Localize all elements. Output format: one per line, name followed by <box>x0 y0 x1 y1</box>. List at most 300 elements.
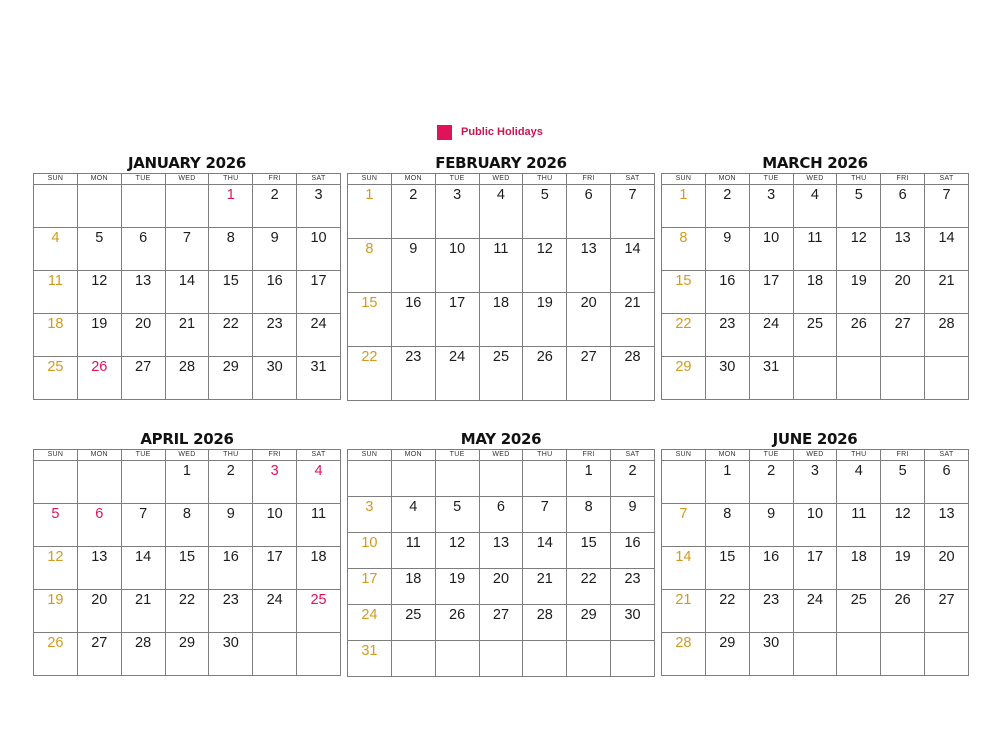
empty-cell <box>435 461 479 497</box>
day-cell <box>793 314 837 357</box>
day-cell <box>749 547 793 590</box>
day-number: 25 <box>492 349 510 365</box>
day-cell <box>705 633 749 676</box>
week-row <box>348 185 655 239</box>
day-number: 25 <box>806 316 824 332</box>
day-number: 27 <box>894 316 911 332</box>
day-cell <box>209 357 253 400</box>
day-number: 3 <box>270 463 279 479</box>
day-cell <box>435 347 479 401</box>
day-cell <box>793 590 837 633</box>
day-cell <box>837 547 881 590</box>
day-cell <box>391 347 435 401</box>
day-cell <box>662 547 706 590</box>
day-cell <box>165 547 209 590</box>
empty-cell <box>611 641 655 677</box>
day-number: 29 <box>580 607 597 623</box>
day-number: 22 <box>719 592 736 608</box>
day-cell <box>837 590 881 633</box>
day-cell <box>925 461 969 504</box>
day-cell <box>297 357 341 400</box>
weekday-header: SUN <box>662 174 706 185</box>
month-table <box>33 449 341 676</box>
day-number: 6 <box>496 499 505 515</box>
day-number: 4 <box>51 230 60 246</box>
day-cell <box>479 569 523 605</box>
day-number: 17 <box>806 549 824 565</box>
day-number: 30 <box>266 359 283 375</box>
day-cell <box>253 461 297 504</box>
day-cell <box>662 314 706 357</box>
month-table <box>347 173 655 401</box>
empty-cell <box>793 357 837 400</box>
day-number: 25 <box>405 607 422 623</box>
day-cell <box>567 293 611 347</box>
month-table <box>347 449 655 677</box>
day-cell <box>253 271 297 314</box>
day-number: 10 <box>806 506 824 522</box>
day-number: 4 <box>314 463 323 479</box>
day-cell <box>121 547 165 590</box>
day-cell <box>925 547 969 590</box>
day-cell <box>611 347 655 401</box>
weekday-header: MON <box>705 450 749 461</box>
weekday-header: SUN <box>34 450 78 461</box>
day-number: 24 <box>449 349 466 365</box>
month-table <box>661 449 969 676</box>
empty-cell <box>253 633 297 676</box>
empty-cell <box>523 461 567 497</box>
empty-cell <box>662 461 706 504</box>
weekday-header: SAT <box>297 450 341 461</box>
weekday-header: WED <box>793 450 837 461</box>
day-cell <box>253 547 297 590</box>
day-cell <box>837 314 881 357</box>
weekday-header: THU <box>837 450 881 461</box>
weekday-header: THU <box>209 174 253 185</box>
day-cell <box>209 314 253 357</box>
weekday-header: WED <box>165 450 209 461</box>
day-number: 18 <box>806 273 824 289</box>
week-row <box>348 239 655 293</box>
month-march <box>661 153 969 400</box>
day-number: 31 <box>310 359 327 375</box>
day-cell <box>523 293 567 347</box>
day-number: 18 <box>310 549 327 565</box>
day-cell <box>749 271 793 314</box>
day-number: 10 <box>266 506 283 522</box>
day-number: 4 <box>854 463 863 479</box>
day-cell <box>391 605 435 641</box>
day-number: 21 <box>624 295 641 311</box>
day-cell <box>662 590 706 633</box>
day-cell <box>165 504 209 547</box>
empty-cell <box>837 357 881 400</box>
weekday-header: WED <box>479 450 523 461</box>
day-cell <box>209 461 253 504</box>
day-cell <box>34 357 78 400</box>
day-number: 28 <box>135 635 152 651</box>
day-number: 23 <box>763 592 780 608</box>
day-number: 24 <box>763 316 780 332</box>
day-cell <box>793 461 837 504</box>
weekday-header: SUN <box>662 450 706 461</box>
day-cell <box>391 185 435 239</box>
day-cell <box>348 497 392 533</box>
week-row <box>662 633 969 676</box>
day-number: 1 <box>584 463 593 479</box>
day-number: 23 <box>719 316 736 332</box>
day-number: 2 <box>723 187 732 203</box>
weekday-header: TUE <box>435 174 479 185</box>
day-number: 13 <box>91 549 108 565</box>
day-cell <box>34 547 78 590</box>
day-cell <box>523 347 567 401</box>
day-cell <box>479 185 523 239</box>
day-number: 27 <box>135 359 152 375</box>
day-number: 22 <box>675 316 692 332</box>
day-number: 5 <box>854 187 863 203</box>
day-cell <box>611 461 655 497</box>
day-number: 17 <box>763 273 780 289</box>
day-cell <box>523 185 567 239</box>
day-number: 20 <box>938 549 955 565</box>
day-number: 14 <box>536 535 553 551</box>
week-row <box>34 357 341 400</box>
empty-cell <box>348 461 392 497</box>
day-number: 23 <box>624 571 641 587</box>
day-cell <box>253 590 297 633</box>
weekday-header: MON <box>705 174 749 185</box>
day-number: 24 <box>361 607 378 623</box>
day-number: 15 <box>580 535 597 551</box>
day-number: 9 <box>270 230 279 246</box>
empty-cell <box>881 633 925 676</box>
day-number: 16 <box>405 295 422 311</box>
empty-cell <box>34 185 78 228</box>
day-cell <box>348 185 392 239</box>
day-number: 16 <box>266 273 283 289</box>
day-number: 2 <box>628 463 637 479</box>
day-number: 6 <box>898 187 907 203</box>
day-number: 1 <box>182 463 191 479</box>
day-cell <box>793 271 837 314</box>
day-cell <box>253 185 297 228</box>
day-cell <box>77 357 121 400</box>
day-number: 3 <box>453 187 462 203</box>
weekday-header: TUE <box>121 174 165 185</box>
day-number: 25 <box>850 592 867 608</box>
day-cell <box>881 590 925 633</box>
day-number: 28 <box>178 359 196 375</box>
day-number: 25 <box>47 359 64 375</box>
day-cell <box>837 228 881 271</box>
day-number: 15 <box>675 273 692 289</box>
month-april <box>33 429 341 676</box>
day-cell <box>925 228 969 271</box>
day-number: 5 <box>51 506 60 522</box>
day-number: 28 <box>938 316 955 332</box>
day-number: 6 <box>942 463 951 479</box>
week-row <box>34 461 341 504</box>
week-row <box>34 271 341 314</box>
day-number: 2 <box>767 463 776 479</box>
day-cell <box>121 271 165 314</box>
day-cell <box>881 228 925 271</box>
day-number: 14 <box>938 230 955 246</box>
day-cell <box>34 633 78 676</box>
day-number: 4 <box>496 187 505 203</box>
day-number: 23 <box>266 316 283 332</box>
day-cell <box>297 590 341 633</box>
day-number: 22 <box>580 571 597 587</box>
day-number: 30 <box>222 635 239 651</box>
day-cell <box>77 228 121 271</box>
day-number: 15 <box>719 549 736 565</box>
week-row <box>348 293 655 347</box>
day-number: 14 <box>178 273 196 289</box>
day-cell <box>611 605 655 641</box>
day-number: 1 <box>679 187 688 203</box>
day-number: 1 <box>365 187 374 203</box>
day-cell <box>611 569 655 605</box>
day-number: 17 <box>361 571 378 587</box>
weekday-header: SAT <box>925 450 969 461</box>
weekday-header: THU <box>837 174 881 185</box>
week-row <box>34 547 341 590</box>
empty-cell <box>925 633 969 676</box>
day-number: 29 <box>719 635 736 651</box>
day-number: 29 <box>222 359 239 375</box>
week-row <box>348 641 655 677</box>
day-number: 26 <box>91 359 108 375</box>
weekday-header: SAT <box>611 174 655 185</box>
day-number: 3 <box>365 499 374 515</box>
day-cell <box>925 314 969 357</box>
day-number: 22 <box>178 592 196 608</box>
day-cell <box>121 633 165 676</box>
day-cell <box>209 547 253 590</box>
empty-cell <box>391 641 435 677</box>
day-number: 7 <box>942 187 951 203</box>
empty-cell <box>165 185 209 228</box>
week-row <box>662 271 969 314</box>
day-number: 10 <box>310 230 327 246</box>
day-number: 11 <box>405 535 421 551</box>
day-number: 6 <box>95 506 104 522</box>
weekday-header: TUE <box>749 174 793 185</box>
day-cell <box>925 185 969 228</box>
empty-cell <box>925 357 969 400</box>
day-number: 4 <box>409 499 418 515</box>
day-number: 30 <box>624 607 641 623</box>
weekday-header: FRI <box>567 450 611 461</box>
day-cell <box>837 185 881 228</box>
day-number: 8 <box>182 506 191 522</box>
empty-cell <box>77 461 121 504</box>
day-number: 20 <box>580 295 597 311</box>
day-number: 20 <box>492 571 510 587</box>
day-number: 25 <box>310 592 327 608</box>
day-number: 20 <box>135 316 152 332</box>
month-june <box>661 429 969 676</box>
day-number: 18 <box>850 549 867 565</box>
month-table <box>661 173 969 400</box>
day-cell <box>34 504 78 547</box>
day-number: 11 <box>807 230 823 246</box>
day-number: 1 <box>226 187 235 203</box>
empty-cell <box>837 633 881 676</box>
day-cell <box>662 271 706 314</box>
day-cell <box>837 271 881 314</box>
day-cell <box>34 314 78 357</box>
day-cell <box>662 357 706 400</box>
day-cell <box>662 228 706 271</box>
day-cell <box>479 239 523 293</box>
day-cell <box>77 590 121 633</box>
weekday-header: MON <box>391 174 435 185</box>
day-number: 13 <box>894 230 911 246</box>
day-cell <box>348 293 392 347</box>
day-cell <box>348 569 392 605</box>
day-cell <box>662 633 706 676</box>
day-cell <box>297 314 341 357</box>
day-cell <box>705 228 749 271</box>
day-cell <box>253 357 297 400</box>
day-cell <box>881 504 925 547</box>
day-cell <box>34 228 78 271</box>
day-cell <box>705 547 749 590</box>
empty-cell <box>793 633 837 676</box>
day-cell <box>297 461 341 504</box>
day-number: 5 <box>540 187 549 203</box>
day-number: 23 <box>405 349 422 365</box>
weekday-header: FRI <box>253 174 297 185</box>
week-row <box>662 504 969 547</box>
day-cell <box>567 185 611 239</box>
day-cell <box>77 504 121 547</box>
day-number: 6 <box>139 230 148 246</box>
day-cell <box>77 547 121 590</box>
day-cell <box>209 633 253 676</box>
empty-cell <box>391 461 435 497</box>
day-cell <box>209 228 253 271</box>
day-number: 10 <box>763 230 780 246</box>
day-number: 19 <box>536 295 553 311</box>
day-number: 24 <box>806 592 824 608</box>
day-cell <box>611 497 655 533</box>
day-number: 21 <box>178 316 196 332</box>
weekday-header: WED <box>165 174 209 185</box>
day-cell <box>749 357 793 400</box>
day-number: 26 <box>536 349 553 365</box>
day-number: 16 <box>719 273 736 289</box>
day-number: 11 <box>311 506 327 522</box>
day-number: 13 <box>492 535 510 551</box>
week-row <box>34 314 341 357</box>
day-number: 15 <box>178 549 196 565</box>
day-cell <box>435 605 479 641</box>
day-number: 8 <box>226 230 235 246</box>
month-may <box>347 429 655 677</box>
day-number: 16 <box>222 549 239 565</box>
day-cell <box>705 504 749 547</box>
day-number: 7 <box>628 187 637 203</box>
day-cell <box>837 461 881 504</box>
week-row <box>662 590 969 633</box>
day-cell <box>479 497 523 533</box>
day-cell <box>837 504 881 547</box>
weekday-header: SAT <box>925 174 969 185</box>
legend-label: Public Holidays <box>461 126 543 138</box>
day-cell <box>121 590 165 633</box>
day-cell <box>165 633 209 676</box>
day-cell <box>793 228 837 271</box>
day-cell <box>881 271 925 314</box>
day-number: 6 <box>584 187 593 203</box>
day-cell <box>209 590 253 633</box>
day-cell <box>391 533 435 569</box>
day-cell <box>749 228 793 271</box>
day-cell <box>165 461 209 504</box>
day-number: 19 <box>47 592 64 608</box>
week-row <box>34 633 341 676</box>
week-row <box>348 347 655 401</box>
month-title: FEBRUARY 2026 <box>435 154 567 172</box>
weekday-header: MON <box>77 174 121 185</box>
day-number: 2 <box>270 187 279 203</box>
month-title: MARCH 2026 <box>762 154 868 172</box>
day-number: 11 <box>47 273 63 289</box>
day-cell <box>121 228 165 271</box>
day-number: 21 <box>938 273 955 289</box>
weekday-header: SUN <box>348 450 392 461</box>
day-number: 12 <box>894 506 911 522</box>
empty-cell <box>479 641 523 677</box>
weekday-header: WED <box>793 174 837 185</box>
day-cell <box>662 185 706 228</box>
day-number: 9 <box>767 506 776 522</box>
empty-cell <box>523 641 567 677</box>
day-number: 9 <box>226 506 235 522</box>
weekday-header: TUE <box>121 450 165 461</box>
day-number: 7 <box>182 230 191 246</box>
day-cell <box>523 569 567 605</box>
week-row <box>34 185 341 228</box>
day-number: 12 <box>449 535 466 551</box>
day-number: 31 <box>361 643 378 659</box>
day-cell <box>77 633 121 676</box>
day-cell <box>165 228 209 271</box>
day-number: 29 <box>675 359 692 375</box>
week-row <box>348 533 655 569</box>
week-row <box>662 228 969 271</box>
empty-cell <box>34 461 78 504</box>
day-cell <box>705 461 749 504</box>
day-number: 18 <box>405 571 422 587</box>
day-number: 7 <box>139 506 148 522</box>
empty-cell <box>567 641 611 677</box>
day-cell <box>348 641 392 677</box>
day-number: 23 <box>222 592 239 608</box>
day-cell <box>567 239 611 293</box>
day-cell <box>165 271 209 314</box>
day-cell <box>391 239 435 293</box>
day-number: 31 <box>763 359 780 375</box>
day-cell <box>34 271 78 314</box>
day-cell <box>435 533 479 569</box>
day-cell <box>523 605 567 641</box>
